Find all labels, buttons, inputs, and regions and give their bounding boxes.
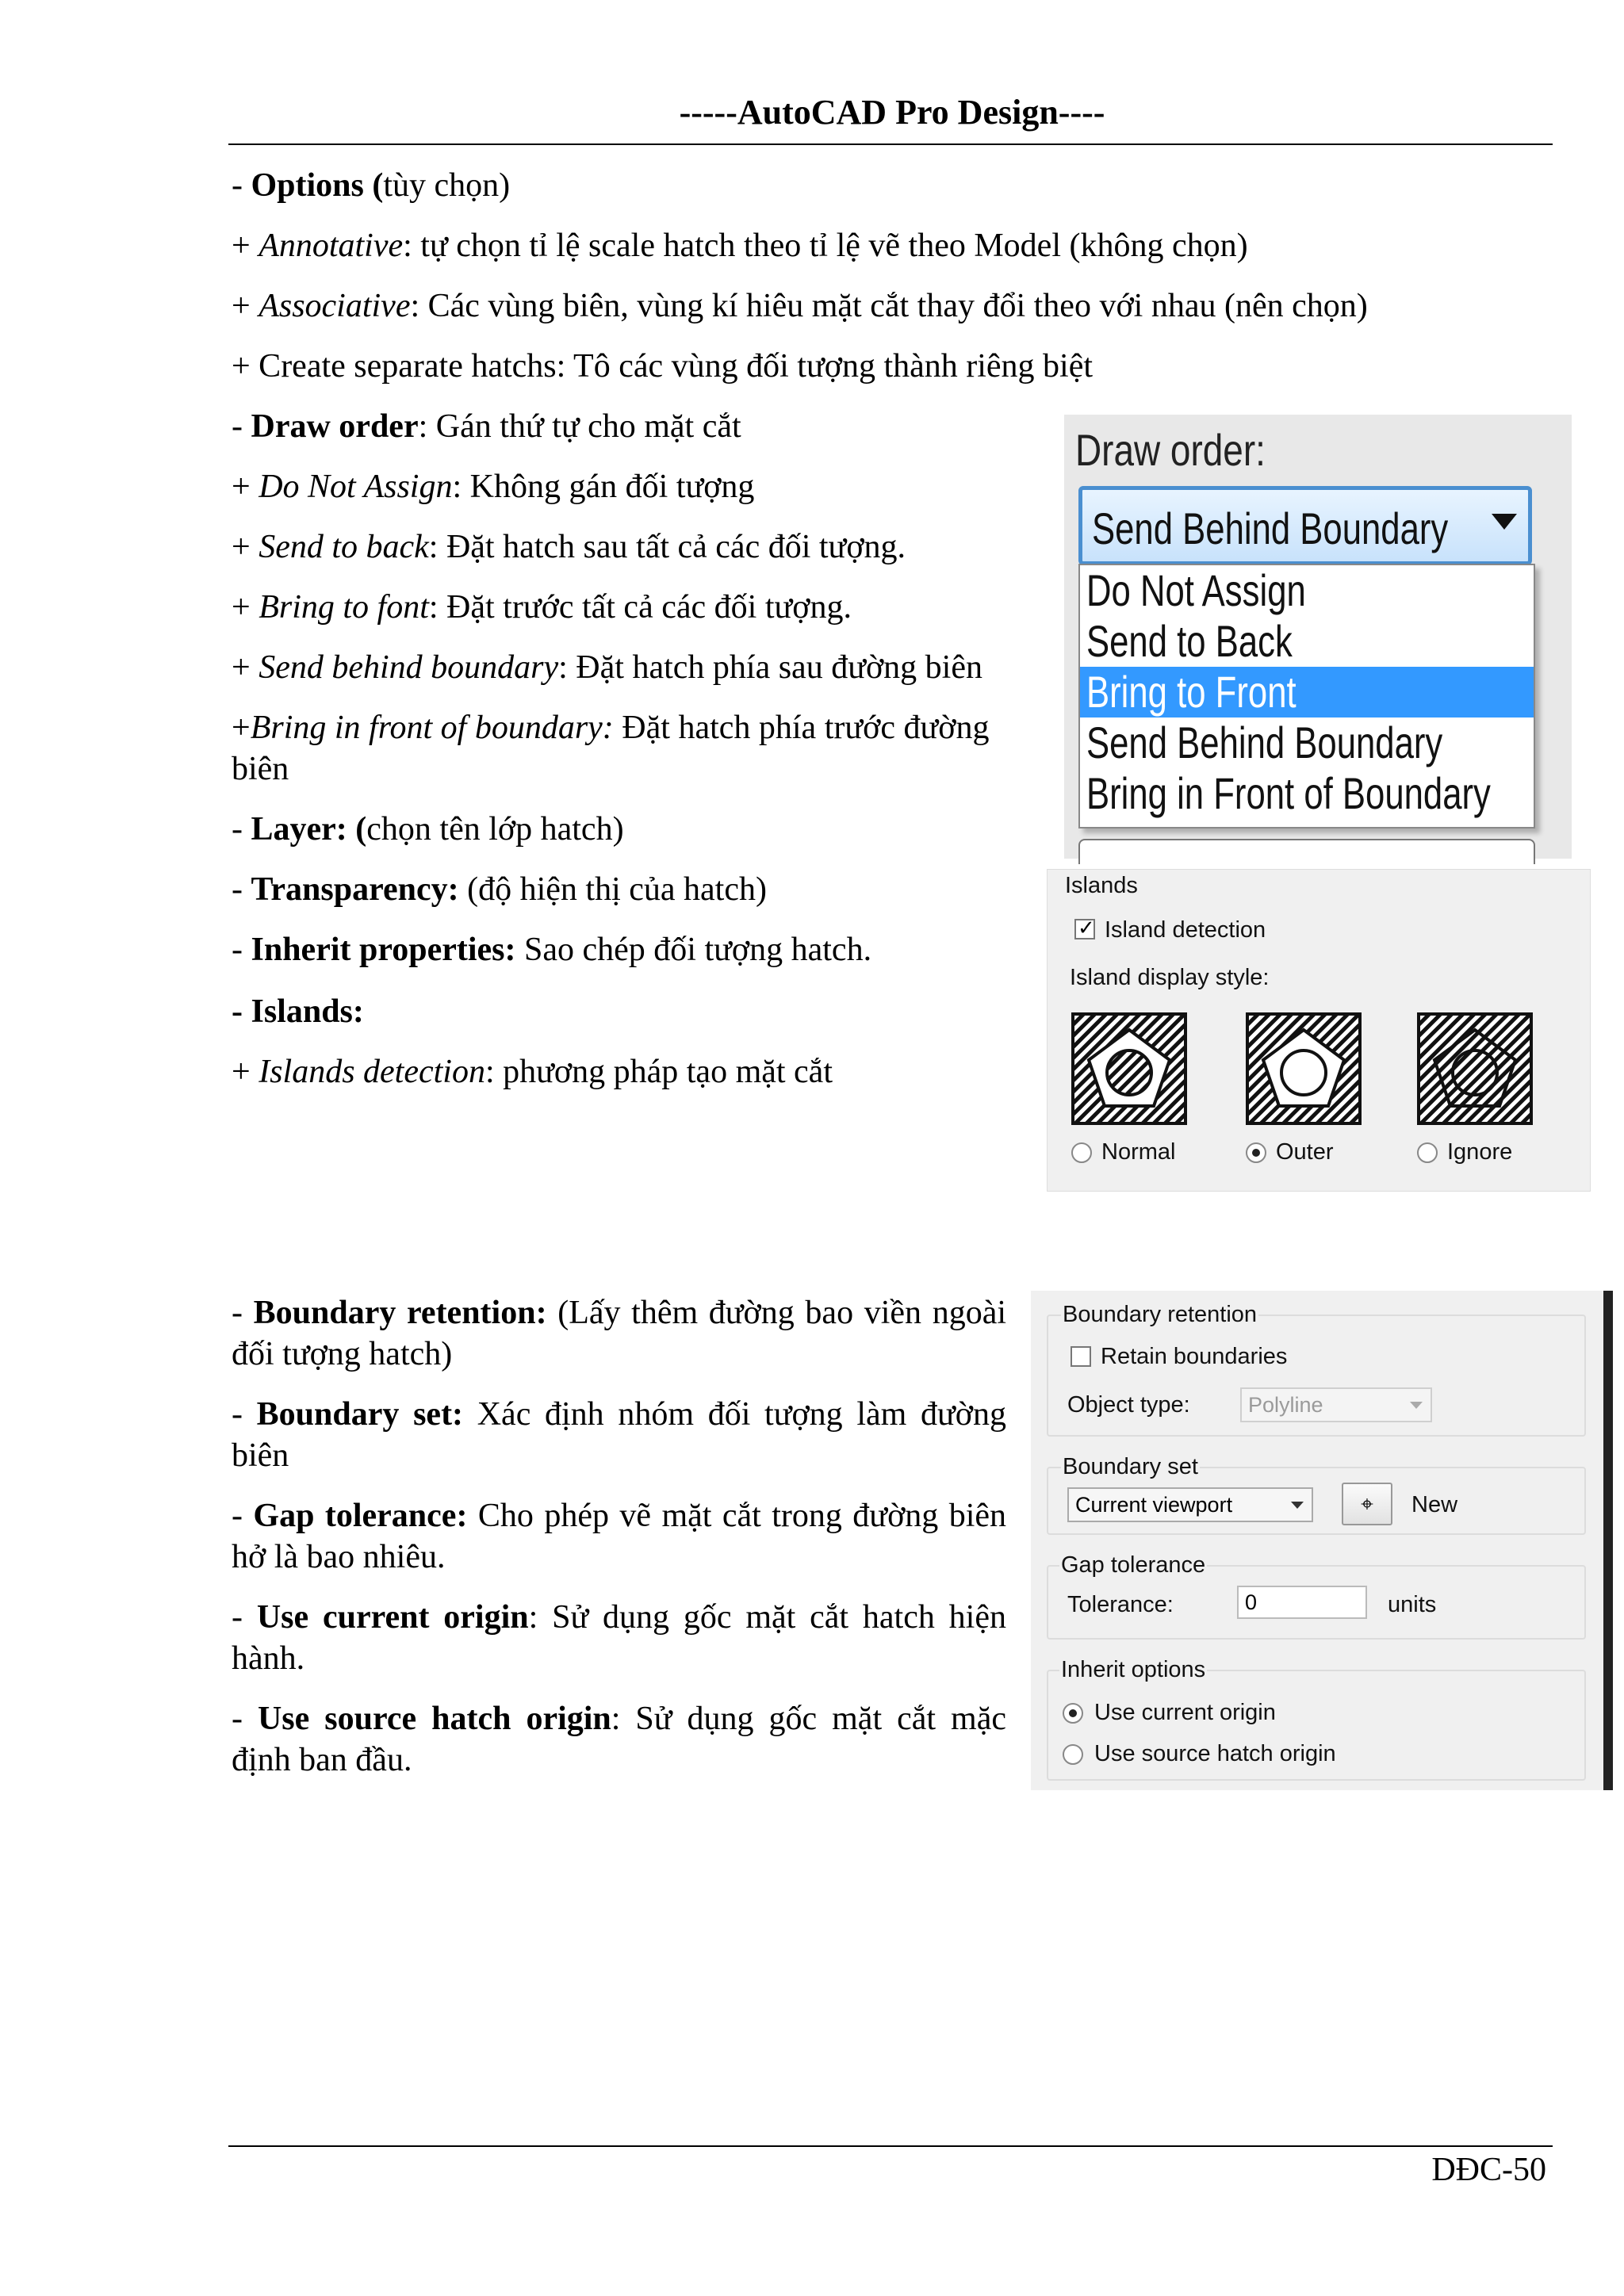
inherit-desc: Sao chép đối tượng hatch. [515, 932, 872, 968]
use-source-origin-para: - Use source hatch origin: Sử dụng gốc mặt cắt mặc định ban đầu. [232, 1701, 1006, 1778]
draw-order-options-list [1078, 564, 1535, 828]
annotative-line: + Annotative: tự chọn tỉ lệ scale hatch theo tỉ lệ vẽ theo Model (không chọn) [232, 228, 1248, 264]
draw-order-screenshot [1064, 415, 1572, 859]
transparency-desc: (độ hiện thị của hatch) [458, 871, 767, 908]
normal-style-icon[interactable] [1071, 1012, 1187, 1125]
do-not-assign-line: + Do Not Assign: Không gán đối tượng [232, 469, 755, 505]
send-behind-line: + Send behind boundary: Đặt hatch phía sau đường biên [232, 649, 982, 686]
island-detection-label: Island detection [1105, 917, 1266, 943]
inherit-term: Inherit properties: [251, 932, 516, 968]
use-source-origin-term: Use source hatch origin [257, 1701, 611, 1737]
use-source-origin-radio[interactable] [1063, 1744, 1083, 1765]
use-current-origin-desc: : Sử dụng gốc mặt cắt hatch hiện hành. [232, 1599, 1006, 1677]
bring-in-front-desc: Đặt hatch phía trước đường biên [232, 710, 990, 787]
screenshot-edge [1603, 1291, 1613, 1790]
annotative-term: Annotative [259, 228, 404, 264]
transparency-line: - Transparency: (độ hiện thị của hatch) [232, 871, 767, 908]
ignore-style-label: Ignore [1447, 1139, 1513, 1165]
retain-boundaries-label: Retain boundaries [1101, 1344, 1288, 1369]
boundary-set-value: Current viewport [1075, 1493, 1233, 1517]
do-not-assign-term: Do Not Assign [259, 469, 453, 505]
crosshair-pick-icon: ⌖ [1361, 1491, 1373, 1516]
gap-tolerance-title: Gap tolerance [1061, 1552, 1206, 1578]
associative-desc: : Các vùng biên, vùng kí hiêu mặt cắt thay đổi theo với nhau (nên chọn) [410, 288, 1368, 324]
boundary-set-para: - Boundary set: Xác định nhóm đối tượng làm đường biên [232, 1396, 1006, 1474]
island-style-label: Island display style: [1070, 965, 1270, 990]
outer-style-label: Outer [1276, 1139, 1334, 1165]
option-label: Send Behind Boundary [1086, 718, 1443, 767]
send-behind-desc: : Đặt hatch phía sau đường biên [558, 649, 982, 686]
transparency-term: Transparency: [251, 871, 459, 908]
next-control-edge [1078, 839, 1535, 864]
islands-heading [232, 991, 364, 1032]
use-current-origin-label: Use current origin [1094, 1700, 1276, 1725]
chevron-down-icon [1291, 1502, 1304, 1509]
outer-style-icon[interactable] [1246, 1012, 1362, 1125]
chevron-down-icon[interactable] [1492, 514, 1517, 530]
layer-term: Layer: ( [251, 811, 367, 848]
ignore-style-icon[interactable] [1417, 1012, 1533, 1125]
options-desc: tùy chọn) [383, 167, 511, 204]
draw-order-heading: - Draw order: Gán thứ tự cho mặt cắt [232, 408, 741, 445]
do-not-assign-desc: : Không gán đối tượng [452, 469, 755, 505]
retain-boundaries-checkbox[interactable] [1071, 1346, 1091, 1367]
layer-line: - Layer: (chọn tên lớp hatch) [232, 811, 624, 848]
boundary-set-select[interactable] [1067, 1487, 1313, 1522]
island-detection-checkbox[interactable] [1074, 919, 1095, 939]
send-to-back-line: + Send to back: Đặt hatch sau tất cả các đối tượng. [232, 529, 906, 565]
ignore-style-radio[interactable] [1417, 1142, 1438, 1163]
draw-order-option-do-not-assign[interactable] [1080, 565, 1534, 616]
draw-order-term: Draw order [251, 408, 419, 445]
islands-screenshot [1047, 869, 1591, 1192]
units-label: units [1388, 1592, 1437, 1617]
option-label: Send to Back [1086, 616, 1293, 666]
page-header: -----AutoCAD Pro Design---- [679, 93, 1105, 132]
draw-order-label: Draw order: [1075, 425, 1266, 475]
inherit-properties-line: - Inherit properties: Sao chép đối tượng hatch. [232, 932, 872, 968]
inherit-options-title: Inherit options [1061, 1657, 1206, 1682]
layer-desc: chọn tên lớp hatch) [366, 811, 624, 848]
select-new-boundary-button[interactable] [1342, 1483, 1392, 1525]
separate-hatch-line: + Create separate hatchs: Tô các vùng đối tượng thành riêng biệt [232, 348, 1094, 385]
tolerance-label: Tolerance: [1067, 1592, 1174, 1617]
draw-order-option-bring-to-front[interactable] [1080, 667, 1534, 718]
use-current-origin-term: Use current origin [256, 1599, 529, 1636]
options-heading: - Options (tùy chọn) [232, 167, 511, 204]
use-current-origin-para: - Use current origin: Sử dụng gốc mặt cắt hatch hiện hành. [232, 1599, 1006, 1677]
boundary-retention-para: - Boundary retention: (Lấy thêm đường bao viền ngoài đối tượng hatch) [232, 1295, 1006, 1372]
draw-order-desc: : Gán thứ tự cho mặt cắt [418, 408, 741, 445]
send-to-back-term: Send to back [259, 529, 429, 565]
chevron-down-icon [1410, 1402, 1423, 1409]
use-source-origin-label: Use source hatch origin [1094, 1741, 1336, 1766]
islands-term: - Islands: [232, 993, 364, 1030]
boundary-retention-term: Boundary retention: [253, 1295, 547, 1331]
bring-to-front-desc: : Đặt trước tất cả các đối tượng. [428, 589, 852, 626]
outer-style-radio[interactable] [1246, 1142, 1266, 1163]
bring-in-front-line: +Bring in front of boundary: Đặt hatch phía trước đường biên [232, 710, 990, 787]
bring-to-front-term: Bring to font [259, 589, 429, 626]
draw-order-selected-value: Send Behind Boundary [1092, 503, 1449, 553]
draw-order-option-bring-in-front[interactable] [1080, 768, 1534, 819]
option-label: Do Not Assign [1086, 565, 1306, 615]
associative-line: + Associative: Các vùng biên, vùng kí hiêu mặt cắt thay đổi theo với nhau (nên chọn) [232, 288, 1368, 324]
boundary-set-title: Boundary set [1063, 1454, 1198, 1479]
use-current-origin-radio[interactable] [1063, 1703, 1083, 1724]
normal-style-label: Normal [1101, 1139, 1176, 1165]
gap-tolerance-para: - Gap tolerance: Cho phép vẽ mặt cắt trong đường biên hở là bao nhiêu. [232, 1498, 1007, 1575]
boundary-retention-title: Boundary retention [1063, 1302, 1258, 1327]
annotative-desc: : tự chọn tỉ lệ scale hatch theo tỉ lệ vẽ theo Model (không chọn) [403, 228, 1248, 264]
bring-to-front-line: + Bring to font: Đặt trước tất cả các đối tượng. [232, 589, 852, 626]
object-type-value: Polyline [1248, 1393, 1323, 1417]
page-number: DĐC-50 [1431, 2152, 1546, 2188]
options-term: Options ( [251, 167, 384, 204]
new-label: New [1411, 1492, 1458, 1517]
bring-in-front-term: Bring in front of boundary: [250, 710, 614, 746]
gap-tolerance-desc: Cho phép vẽ mặt cắt trong đường biên hở là bao nhiêu. [232, 1498, 1007, 1575]
option-label: Bring to Front [1086, 667, 1297, 717]
islands-detection-desc: : phương pháp tạo mặt cắt [485, 1054, 833, 1090]
boundary-set-desc: Xác định nhóm đối tượng làm đường biên [232, 1396, 1006, 1474]
header-rule [228, 144, 1553, 145]
boundary-retention-desc: (Lấy thêm đường bao viền ngoài đối tượng hatch) [232, 1295, 1006, 1372]
draw-order-option-send-to-back[interactable] [1080, 616, 1534, 667]
normal-style-radio[interactable] [1071, 1142, 1092, 1163]
send-to-back-desc: : Đặt hatch sau tất cả các đối tượng. [428, 529, 906, 565]
draw-order-option-send-behind-boundary[interactable] [1080, 718, 1534, 768]
use-source-origin-desc: : Sử dụng gốc mặt cắt mặc định ban đầu. [232, 1701, 1006, 1778]
footer-rule [228, 2145, 1553, 2147]
draw-order-select[interactable] [1078, 486, 1532, 565]
object-type-select[interactable] [1240, 1387, 1432, 1422]
associative-term: Associative [259, 288, 411, 324]
islands-detection-term: Islands detection [259, 1054, 485, 1090]
send-behind-term: Send behind boundary [259, 649, 559, 686]
islands-detection-line: + Islands detection: phương pháp tạo mặt cắt [232, 1054, 833, 1090]
gap-tolerance-term: Gap tolerance: [253, 1498, 468, 1534]
boundary-set-term: Boundary set: [256, 1396, 464, 1433]
tolerance-input[interactable]: 0 [1237, 1586, 1367, 1619]
option-label: Bring in Front of Boundary [1086, 768, 1491, 818]
boundary-options-screenshot [1031, 1291, 1607, 1790]
islands-group-title: Islands [1065, 873, 1138, 898]
object-type-label: Object type: [1067, 1392, 1190, 1418]
